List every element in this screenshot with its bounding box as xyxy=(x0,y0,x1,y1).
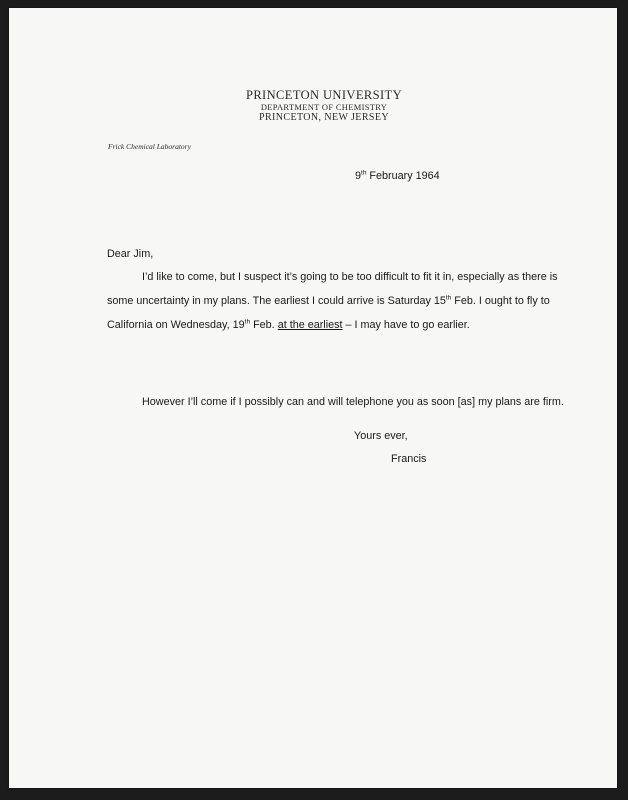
letterhead-city: PRINCETON, NEW JERSEY xyxy=(259,112,389,123)
paragraph-1-line-3-text-a: California on Wednesday, 19 xyxy=(107,319,245,331)
laboratory-name: Frick Chemical Laboratory xyxy=(108,142,191,151)
letter-date xyxy=(355,170,440,182)
closing: Yours ever, xyxy=(354,430,408,442)
paragraph-1-line-3-sup: th xyxy=(244,318,251,326)
paragraph-1-line-3-text-c: – I may have to go earlier. xyxy=(342,319,470,331)
paragraph-1 xyxy=(107,270,558,342)
paragraph-1-line-2-sup: th xyxy=(445,294,452,302)
date-rest: February 1964 xyxy=(366,170,440,182)
date-suffix: th xyxy=(361,169,367,177)
paragraph-1-line-2-text-b: Feb. I ought to fly to xyxy=(451,295,550,307)
paragraph-1-line-3-underlined: at the earliest xyxy=(277,319,343,331)
letter-page xyxy=(9,8,617,788)
paragraph-1-line-3-text-b: Feb. xyxy=(250,319,278,331)
date-day: 9 xyxy=(355,170,362,182)
paragraph-2: However I’ll come if I possibly can and will telephone you as soon [as] my plans are firm. xyxy=(142,396,564,408)
signature: Francis xyxy=(391,453,427,465)
paragraph-1-line-1: I’d like to come, but I suspect it’s going to be too difficult to fit it in, especially as there is xyxy=(142,271,558,283)
paragraph-1-line-3 xyxy=(107,318,537,342)
letterhead-university: PRINCETON UNIVERSITY xyxy=(245,88,403,102)
paragraph-1-line-2 xyxy=(107,294,550,318)
salutation: Dear Jim, xyxy=(107,248,154,260)
letterhead-department: DEPARTMENT OF CHEMISTRY xyxy=(260,102,388,112)
letterhead xyxy=(9,88,617,124)
paragraph-1-line-2-text-a: some uncertainty in my plans. The earliest I could arrive is Saturday 15 xyxy=(107,295,446,307)
